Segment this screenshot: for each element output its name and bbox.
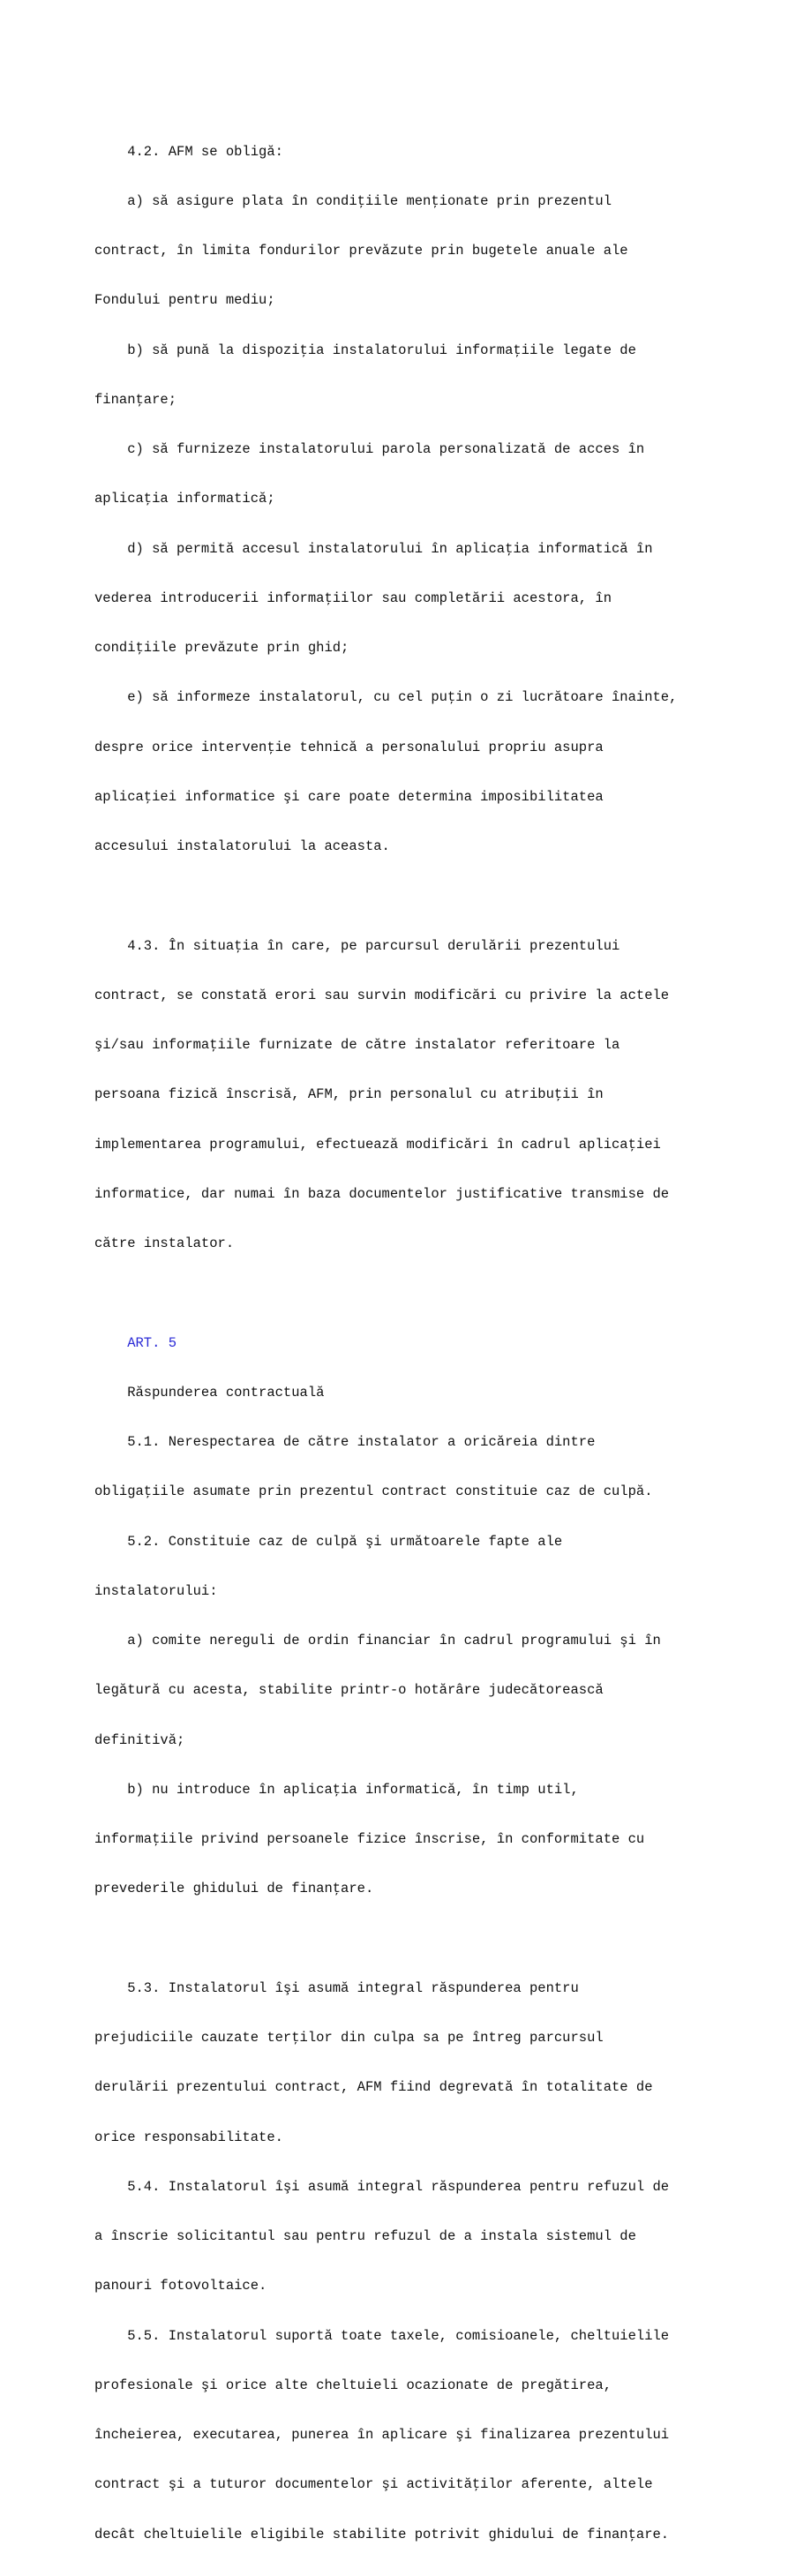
text-line: încheierea, executarea, punerea în aplicare şi finalizarea prezentului [94, 2427, 670, 2443]
text-line: finanţare; [94, 391, 177, 408]
clause-5-2-b: b) nu introduce în aplicaţia informatică, în timp util, [94, 1781, 579, 1798]
text-line: aplicaţia informatică; [94, 491, 275, 507]
text-line: prejudiciile cauzate terţilor din culpa sa pe întreg parcursul [94, 2030, 604, 2046]
text-line: condiţiile prevăzute prin ghid; [94, 640, 349, 656]
clause-4-2-a: a) să asigure plata în condiţiile menţionate prin prezentul [94, 192, 612, 209]
text-line: către instalator. [94, 1235, 235, 1251]
blank-line [94, 1931, 730, 1948]
text-line: contract şi a tuturor documentelor şi activităţilor aferente, altele [94, 2476, 653, 2493]
text-line: şi/sau informaţiile furnizate de către instalator referitoare la [94, 1037, 620, 1053]
text-line: legătură cu acesta, stabilite printr-o hotărâre judecătorească [94, 1682, 604, 1699]
clause-4-2-heading: 4.2. AFM se obligă: [94, 143, 283, 160]
article-5-title: Răspunderea contractuală [94, 1384, 325, 1401]
text-line: informaţiile privind persoanele fizice înscrise, în conformitate cu [94, 1831, 645, 1847]
text-line: derulării prezentului contract, AFM fiind degrevată în totalitate de [94, 2079, 653, 2096]
clause-5-4: 5.4. Instalatorul îşi asumă integral răspunderea pentru refuzul de [94, 2178, 670, 2195]
text-line: implementarea programului, efectuează modificări în cadrul aplicaţiei [94, 1136, 661, 1153]
text-line: instalatorului: [94, 1582, 218, 1599]
document-body [94, 110, 730, 2576]
article-5-link[interactable]: ART. 5 [94, 1334, 177, 1351]
text-line: obligaţiile asumate prin prezentul contract constituie caz de culpă. [94, 1483, 653, 1500]
text-line: orice responsabilitate. [94, 2129, 283, 2145]
text-line: persoana fizică înscrisă, AFM, prin personalul cu atribuţii în [94, 1086, 604, 1103]
text-line: despre orice intervenţie tehnică a personalului propriu asupra [94, 739, 604, 755]
blank-line [94, 1285, 730, 1302]
text-line: aplicaţiei informatice şi care poate determina imposibilitatea [94, 788, 604, 805]
text-line: contract, se constată erori sau survin modificări cu privire la actele [94, 987, 670, 1003]
text-line: vederea introducerii informaţiilor sau completării acestora, în [94, 590, 612, 606]
clause-4-2-c: c) să furnizeze instalatorului parola personalizată de acces în [94, 441, 645, 457]
text-line: decât cheltuielile eligibile stabilite potrivit ghidului de finanţare. [94, 2526, 670, 2542]
text-line: prevederile ghidului de finanţare. [94, 1881, 374, 1897]
clause-5-2: 5.2. Constituie caz de culpă şi următoarele fapte ale [94, 1533, 563, 1550]
clause-5-3: 5.3. Instalatorul îşi asumă integral răspunderea pentru [94, 1979, 579, 1996]
clause-4-2-d: d) să permită accesul instalatorului în aplicaţia informatică în [94, 540, 653, 557]
clause-5-5: 5.5. Instalatorul suportă toate taxele, comisioanele, cheltuielile [94, 2327, 670, 2344]
text-line: a înscrie solicitantul sau pentru refuzul de a instala sistemul de [94, 2228, 636, 2244]
clause-5-2-a: a) comite nereguli de ordin financiar în cadrul programului şi în [94, 1633, 661, 1648]
text-line: definitivă; [94, 1731, 185, 1748]
text-line: Fondului pentru mediu; [94, 292, 275, 309]
clause-4-2-e: e) să informeze instalatorul, cu cel puţin o zi lucrătoare înainte, [94, 689, 678, 706]
text-line: informatice, dar numai în baza documentelor justificative transmise de [94, 1185, 670, 1202]
text-line: profesionale şi orice alte cheltuieli ocazionate de pregătirea, [94, 2377, 612, 2393]
text-line: contract, în limita fondurilor prevăzute prin bugetele anuale ale [94, 243, 628, 259]
clause-5-1: 5.1. Nerespectarea de către instalator a oricăreia dintre [94, 1434, 596, 1450]
clause-4-2-b: b) să pună la dispoziţia instalatorului informaţiile legate de [94, 342, 636, 358]
clause-4-3: 4.3. În situaţia în care, pe parcursul derulării prezentului [94, 937, 620, 954]
text-line: accesului instalatorului la aceasta. [94, 838, 390, 854]
text-line: panouri fotovoltaice. [94, 2278, 267, 2294]
blank-line [94, 888, 730, 905]
